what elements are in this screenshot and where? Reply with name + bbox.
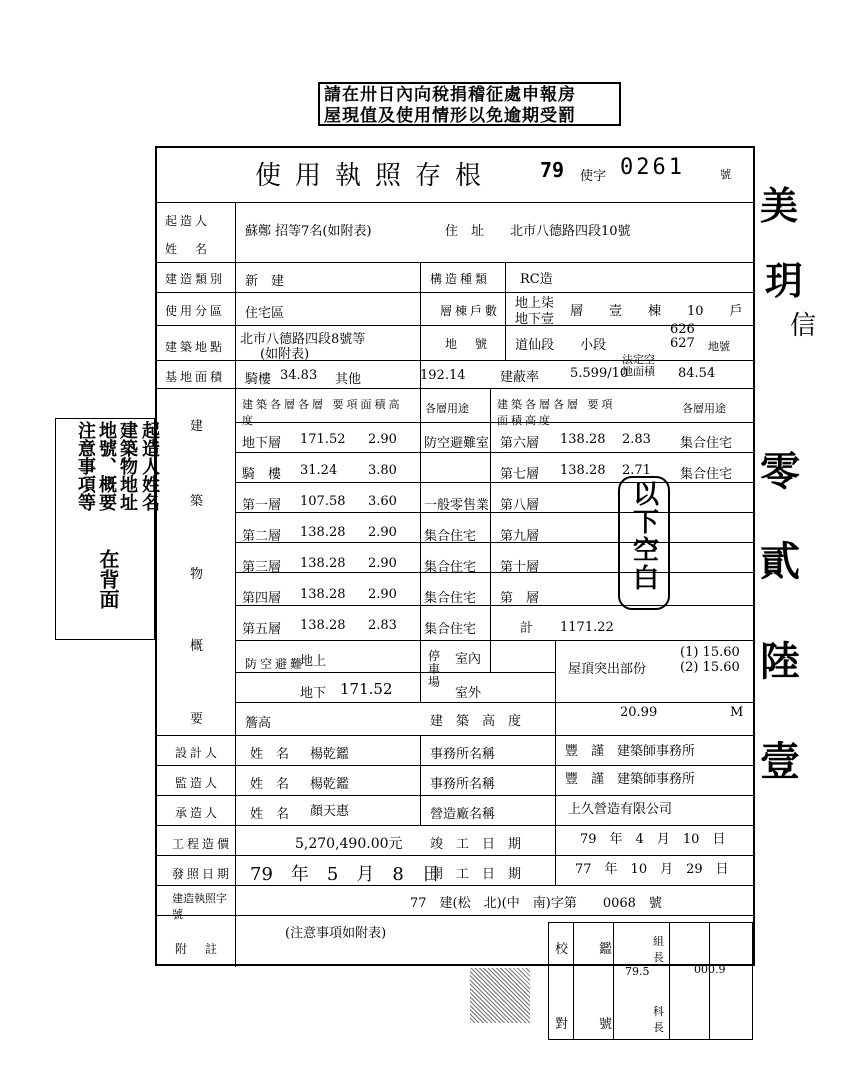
- supervisor-office-label: 事務所名稱: [430, 777, 496, 792]
- floor-name: 第一層: [242, 498, 282, 513]
- permit-number: 0261: [620, 155, 685, 180]
- floor-height: 2.90: [368, 432, 397, 447]
- site-label: 建築地點: [165, 340, 226, 354]
- approval-seal-grid: [548, 922, 753, 1040]
- supervisor-office: 豐 謹 建築師事務所: [565, 772, 696, 787]
- seal-col: 組長: [653, 935, 664, 964]
- shelter-ground: 地上: [300, 654, 327, 669]
- floor-area: 138.28: [560, 432, 606, 447]
- base-item-area: 34.83: [280, 368, 318, 383]
- owner-address-label: 住 址: [445, 224, 485, 239]
- floor-height: 2.71: [622, 463, 651, 478]
- lot-section: 道仙段 小段: [515, 338, 607, 353]
- lot-number-2: 627: [670, 336, 695, 351]
- designer-office: 豐 謹 建築師事務所: [565, 744, 696, 759]
- shelter-label: 防空避難: [245, 657, 306, 671]
- margin-char: 零: [760, 448, 800, 495]
- permit-char: 使字: [580, 169, 607, 184]
- structure-type-value: RC造: [520, 272, 553, 287]
- section-char-build: 建: [190, 419, 204, 434]
- contractor-name: 顏天惠: [310, 804, 350, 819]
- legal-open-value: 84.54: [678, 366, 716, 381]
- contractor-firm: 上久營造有限公司: [568, 802, 673, 817]
- section-char-gai: 概: [190, 639, 204, 654]
- roof-part-label: 屋頂突出部份: [568, 662, 647, 677]
- margin-char: 信: [790, 311, 817, 341]
- permit-year: 79: [540, 158, 565, 182]
- floor-area: 138.28: [560, 463, 606, 478]
- parking-label: 停車場: [428, 649, 441, 689]
- structure-type-label: 構造種類: [430, 272, 491, 286]
- side-note-box: [55, 418, 160, 640]
- floor-use: 集合住宅: [424, 622, 477, 637]
- floor-height: 3.60: [368, 494, 397, 509]
- start-date: 77 年 10 月 29 日: [575, 862, 729, 877]
- seal-col: 科長: [653, 1005, 664, 1034]
- site-value: 北市八德路四段8號等: [240, 332, 366, 347]
- permit-no: 77 建(松 北)(中 南)字第 0068 號: [410, 896, 662, 911]
- contractor-firm-label: 營造廠名稱: [430, 807, 496, 822]
- floors-below: 地下壹: [515, 312, 555, 327]
- cost-label: 工程造價: [172, 837, 233, 851]
- floor-area: 171.52: [300, 432, 346, 447]
- side-note-col: 在背面: [96, 549, 120, 609]
- coverage-label: 建蔽率: [500, 370, 540, 385]
- floor-area: 138.28: [300, 587, 346, 602]
- owner-label: 起造人: [165, 214, 211, 228]
- floor-name: 第 層: [500, 591, 540, 606]
- issue-date: 79 年 5 月 8 日: [250, 864, 440, 885]
- ink-stamp-smudge: [470, 968, 530, 1023]
- floor-area: 138.28: [300, 556, 346, 571]
- build-type-value: 新 建: [245, 274, 285, 289]
- floor-height: 2.83: [622, 432, 651, 447]
- permit-suffix: 號: [720, 168, 731, 181]
- legal-open-label: 法定空地面積: [622, 353, 655, 378]
- notice-line-2: 屋現值及使用情形以免逾期受罰: [324, 106, 576, 126]
- margin-char: 壹: [760, 738, 800, 785]
- floor-area: 107.58: [300, 494, 346, 509]
- seal-col: 校: [555, 942, 569, 957]
- complete-date-label: 竣 工 日 期: [430, 837, 522, 852]
- floor-height: 2.90: [368, 556, 397, 571]
- supervisor-label: 監造人: [175, 776, 221, 790]
- floor-name: 第六層: [500, 436, 540, 451]
- blank-below-stamp: [618, 476, 670, 610]
- roof-part-2: (2) 15.60: [680, 660, 740, 675]
- tax-notice: [318, 82, 621, 126]
- roof-part-1: (1) 15.60: [680, 645, 740, 660]
- floor-use: 集合住宅: [424, 529, 477, 544]
- remarks-label: 附 註: [175, 942, 221, 956]
- complete-date: 79 年 4 月 10 日: [580, 832, 726, 847]
- coverage-value: 5.599/10: [570, 366, 629, 381]
- margin-char: 美: [760, 183, 799, 228]
- other-label: 其他: [335, 372, 362, 387]
- section-char-yao: 要: [190, 712, 204, 727]
- floor-use: 集合住宅: [424, 591, 477, 606]
- floor-table-header-left: 建築各層各層 要項面積高度: [242, 398, 403, 427]
- side-note-col: 注意事項等: [75, 421, 96, 511]
- base-area-label: 基地面積: [165, 370, 226, 384]
- owner-name-value: 蘇鄭 招等7名(如附表): [245, 224, 372, 239]
- floor-name: 第八層: [500, 498, 540, 513]
- seal-date: 79.5: [625, 965, 650, 978]
- height-value: 20.99: [620, 705, 658, 720]
- shelter-basement-area: 171.52: [340, 680, 393, 698]
- side-note-col: 地號、概要: [96, 421, 117, 511]
- floor-height: 2.90: [368, 587, 397, 602]
- total-label: 計: [520, 621, 534, 636]
- designer-name: 楊乾鑑: [310, 747, 350, 762]
- floor-height: 2.83: [368, 618, 397, 633]
- parking-outdoor: 室外: [455, 686, 482, 701]
- floor-name: 騎 樓: [242, 467, 282, 482]
- seal-date-2: 000.9: [694, 963, 726, 976]
- use-zone-label: 使用分區: [165, 304, 226, 318]
- floor-name: 地下層: [242, 436, 282, 451]
- height-unit: M: [730, 705, 744, 720]
- stamp-text: 以下空白: [628, 480, 659, 592]
- owner-address-value: 北市八德路四段10號: [510, 224, 631, 239]
- remarks-value: (注意事項如附表): [285, 926, 387, 941]
- cost-value: 5,270,490.00元: [295, 836, 403, 852]
- lot-suffix: 地號: [708, 340, 730, 353]
- total-area: 1171.22: [560, 620, 614, 635]
- floor-height: 3.80: [368, 463, 397, 478]
- floor-area: 138.28: [300, 618, 346, 633]
- floor-table-header-right: 建築各層各層 要項面積高度: [497, 398, 616, 427]
- supervisor-name-label: 姓 名: [250, 777, 290, 792]
- seal-col: 鑑: [599, 942, 613, 957]
- issue-date-label: 發照日期: [172, 867, 233, 881]
- use-header-left: 各層用途: [425, 402, 469, 415]
- build-type-label: 建造類別: [165, 272, 226, 286]
- designer-name-label: 姓 名: [250, 747, 290, 762]
- floor-name: 第三層: [242, 560, 282, 575]
- parking-indoor: 室內: [455, 652, 482, 667]
- side-note-col: 起造人姓名: [139, 421, 160, 511]
- floor-use: 集合住宅: [680, 467, 733, 482]
- seal-col: 對: [555, 1017, 569, 1032]
- site-sub-value: (如附表): [260, 347, 310, 362]
- lot-label: 地 號: [445, 337, 491, 351]
- document-title: 使用執照存根: [255, 161, 496, 191]
- floor-name: 第二層: [242, 529, 282, 544]
- floor-area: 138.28: [300, 525, 346, 540]
- use-zone-value: 住宅區: [245, 306, 285, 321]
- margin-char: 陸: [760, 638, 800, 685]
- margin-char: 玥: [765, 258, 804, 303]
- section-char-struct: 築: [190, 494, 204, 509]
- owner-name-label: 姓 名: [165, 242, 211, 256]
- floors-rest: 層 壹 棟 10 戶: [570, 304, 743, 319]
- designer-label: 設計人: [175, 746, 221, 760]
- start-date-label: 開 工 日 期: [430, 867, 522, 882]
- floor-height: 2.90: [368, 525, 397, 540]
- section-char-obj: 物: [190, 567, 204, 582]
- floor-name: 第十層: [500, 560, 540, 575]
- other-area: 192.14: [420, 368, 466, 383]
- designer-office-label: 事務所名稱: [430, 747, 496, 762]
- floor-name: 第五層: [242, 622, 282, 637]
- floors-label: 層棟戶數: [440, 304, 501, 318]
- side-note-col: 建築物地址: [117, 421, 138, 511]
- notice-line-1: 請在卅日內向稅捐稽征處申報房: [324, 85, 576, 105]
- use-header-right: 各層用途: [682, 402, 726, 415]
- shelter-under: 地下: [300, 686, 327, 701]
- contractor-name-label: 姓 名: [250, 807, 290, 822]
- lot-number-1: 626: [670, 322, 695, 337]
- floor-use: 一般零售業: [424, 498, 490, 513]
- floor-name: 第四層: [242, 591, 282, 606]
- base-item: 騎樓: [245, 372, 272, 387]
- permit-no-label: 建造執照字號: [172, 892, 227, 921]
- floor-use: 集合住宅: [680, 436, 733, 451]
- floor-area: 31.24: [300, 463, 338, 478]
- floors-above: 地上柒: [515, 296, 555, 311]
- height-label: 建 築 高 度: [430, 714, 522, 729]
- supervisor-name: 楊乾鑑: [310, 777, 350, 792]
- eaves-label: 簷高: [245, 716, 272, 731]
- contractor-label: 承造人: [175, 806, 221, 820]
- floor-name: 第七層: [500, 467, 540, 482]
- margin-char: 貳: [760, 538, 800, 585]
- seal-col: 號: [599, 1017, 613, 1032]
- floor-use: 防空避難室: [424, 436, 490, 451]
- floor-use: 集合住宅: [424, 560, 477, 575]
- floor-name: 第九層: [500, 529, 540, 544]
